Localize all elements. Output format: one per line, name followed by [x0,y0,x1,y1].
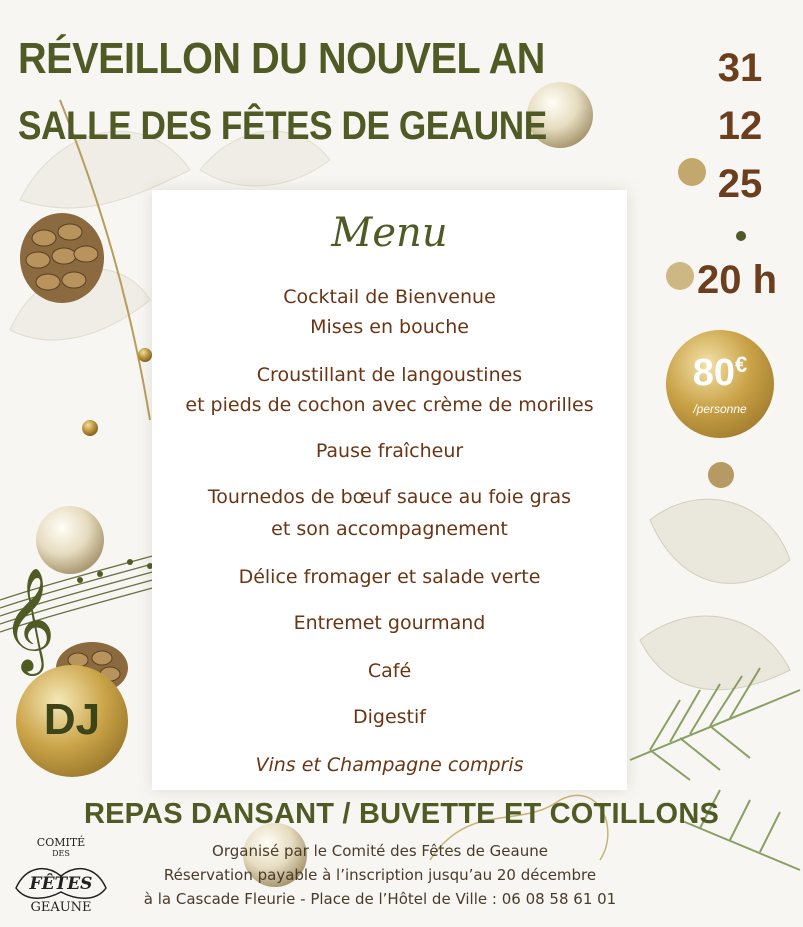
menu-line: Délice fromager et salade verte [238,566,541,588]
logo-bottom: GEAUNE [30,900,92,915]
menu-line: Mises en bouche [310,316,469,338]
menu-line: et pieds de cochon avec crème de morilles [185,394,594,416]
footer-reservation: Réservation payable à l’inscription jusqu’au 20 décembre [163,866,597,884]
logo-top: COMITÉ [36,836,86,849]
price-per: /personne [693,402,747,416]
menu-line: Café [367,660,412,682]
event-title: RÉVEILLON DU NOUVEL AN [18,34,545,83]
footer-headline: REPAS DANSANT / BUVETTE ET COTILLONS [83,798,720,830]
price-amount-wrap [666,352,774,395]
dj-label: DJ [43,695,101,744]
treble-clef-icon: 𝄞 [2,567,56,672]
event-time: 20 h [696,258,778,302]
dj-badge [16,665,128,777]
date-month: 12 [717,104,763,148]
comite-logo [6,836,116,920]
pine-cone-icon [20,213,104,303]
menu-line: Pause fraîcheur [315,440,464,462]
date-day: 31 [717,46,763,90]
menu-line: Tournedos de bœuf sauce au foie gras [207,486,572,508]
menu-card [152,190,627,790]
menu-title: Menu [331,210,448,256]
footer-organizer: Organisé par le Comité des Fêtes de Geaune [212,842,548,860]
menu-line-drinks: Vins et Champagne compris [255,754,524,776]
menu-line: Entremet gourmand [293,612,486,634]
menu-line: Digestif [353,706,426,728]
menu-line: et son accompagnement [271,518,508,540]
bullet-dot-icon [736,231,746,241]
venue-title: SALLE DES FÊTES DE GEAUNE [18,104,547,148]
price-badge [666,330,774,438]
price-currency: € [735,352,748,377]
price-amount: 80 [692,352,736,394]
date-year: 25 [717,162,763,206]
footer-address-phone: à la Cascade Fleurie - Place de l’Hôtel de Ville : 06 08 58 61 01 [143,890,617,908]
logo-des: DES [52,849,70,858]
logo-main: FÊTES [29,874,93,894]
menu-line: Croustillant de langoustines [256,364,523,386]
menu-line: Cocktail de Bienvenue [283,286,496,308]
